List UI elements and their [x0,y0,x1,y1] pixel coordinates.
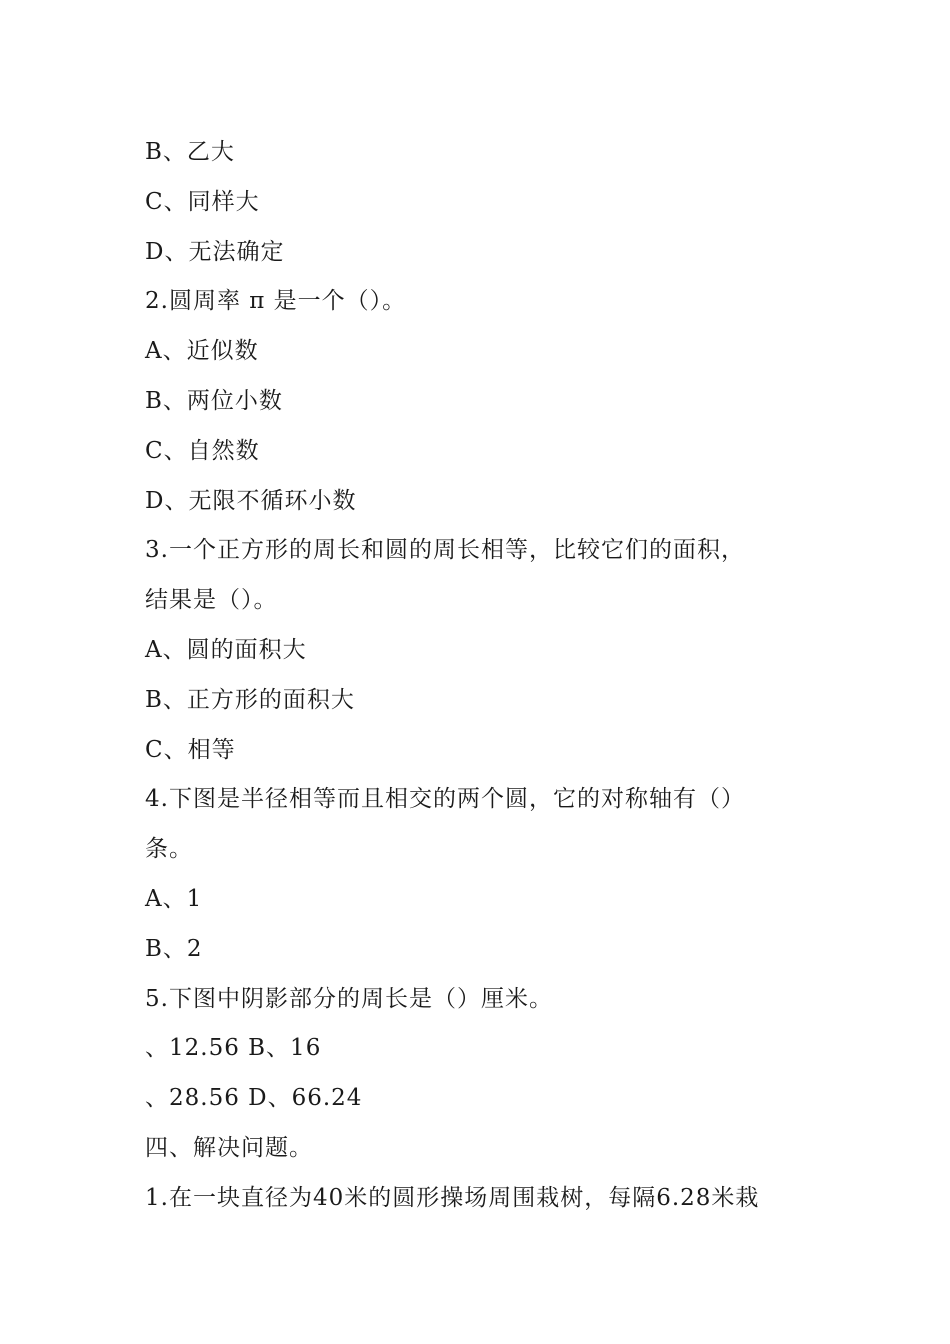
option-3-c: C、相等 [145,736,236,763]
option-4-b: B、2 [145,935,203,962]
question-4-line-2: 条。 [145,836,193,863]
question-2: 2.圆周率 π 是一个（）。 [145,288,407,315]
question-3-line-1: 3.一个正方形的周长和圆的周长相等，比较它们的面积， [145,537,745,564]
problem-1-line-1: 1.在一块直径为40米的圆形操场周围栽树，每隔6.28米栽 [145,1184,760,1211]
question-5: 5.下图中阴影部分的周长是（）厘米。 [145,985,553,1012]
section-heading-4: 四、解决问题。 [145,1134,313,1161]
option-2-a: A、近似数 [145,338,259,365]
option-3-b: B、正方形的面积大 [145,686,355,713]
option-3-a: A、圆的面积大 [145,636,307,663]
question-4-line-1: 4.下图是半径相等而且相交的两个圆，它的对称轴有（） [145,786,745,813]
document-body [145,128,825,1224]
option-2-d: D、无限不循环小数 [145,487,357,514]
option-1-d: D、无法确定 [145,238,285,265]
option-2-b: B、两位小数 [145,387,283,414]
options-5-row-2: 、28.56 D、66.24 [145,1085,363,1112]
option-4-a: A、1 [145,885,203,912]
option-1-b: B、乙大 [145,139,235,165]
question-3-line-2: 结果是（）。 [145,587,278,614]
options-5-row-1: 、12.56 B、16 [145,1035,322,1062]
option-1-c: C、同样大 [145,188,260,215]
option-2-c: C、自然数 [145,437,260,464]
